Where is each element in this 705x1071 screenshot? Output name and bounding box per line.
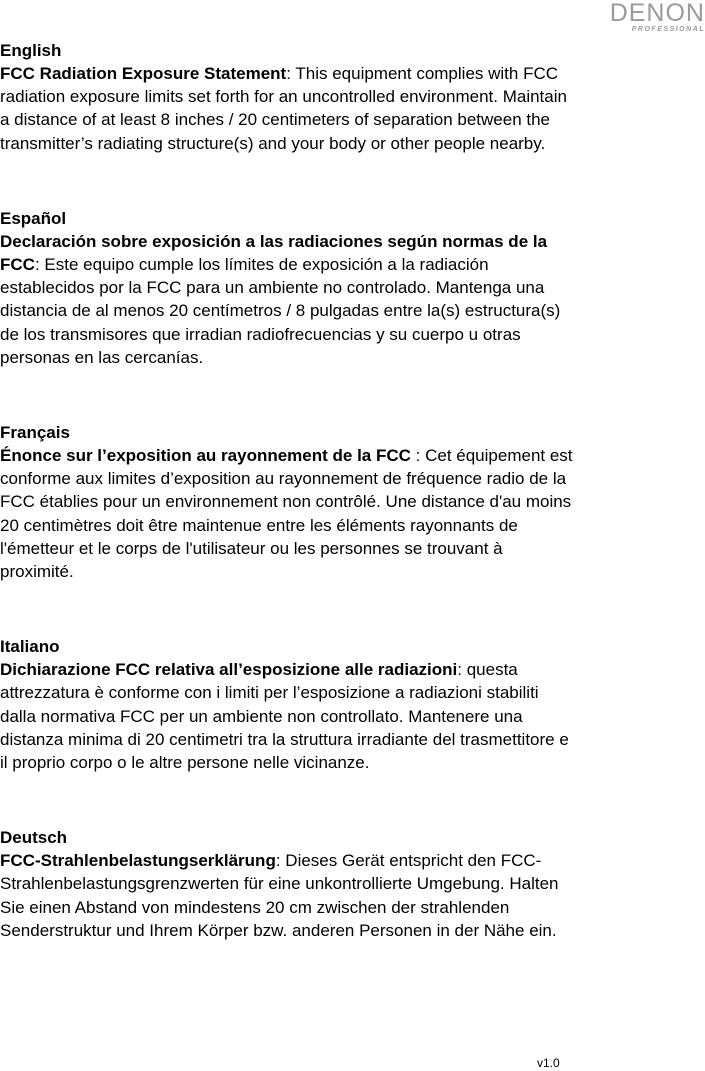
brand-subtitle: PROFESSIONAL — [631, 26, 705, 33]
language-heading: Français — [0, 423, 70, 443]
statement-body: Cet équipement est conforme aux limites d’exposition au rayonnement de fréquence radio de la FCC établies pour un environnement non contrôlé. Une distance d'au moins 20 centimètres doit être maintenue entre les éléments rayonnants de l'émetteur et le corps de l'utilisateur ou les personnes se trouvant à proximité. — [0, 446, 573, 582]
statement-heading: FCC Radiation Exposure Statement — [0, 64, 287, 83]
statement-heading: Énonce sur l’exposition au rayonnement de la FCC — [0, 446, 411, 466]
section-francais — [0, 421, 575, 583]
statement-body: This equipment complies with FCC radiation exposure limits set forth for an uncontrolled environment. Maintain a distance of at least 8 inches / 20 centimeters of separation between the transmitter’s radiating structure(s) and your body or other people nearby. — [0, 64, 567, 153]
version-label: v1.0 — [537, 1056, 560, 1070]
document-body — [0, 39, 575, 994]
section-italiano — [0, 635, 575, 774]
statement-paragraph — [0, 62, 575, 155]
brand-logo — [605, 0, 705, 34]
statement-separator: : — [34, 255, 40, 275]
section-english — [0, 39, 575, 155]
statement-heading: Dichiarazione FCC relativa all’esposizione alle radiazioni — [0, 660, 458, 680]
statement-paragraph — [0, 658, 575, 774]
statement-heading: Declaración sobre exposición a las radiaciones según normas de la FCC — [0, 231, 548, 275]
language-heading: Deutsch — [0, 828, 68, 848]
statement-body: Este equipo cumple los límites de exposición a la radiación establecidos por la FCC para un ambiente no controlado. Mantenga una distancia de al menos 20 centímetros / 8 pulgadas entre la(s) estructura(s) de los transmisores que irradian radiofrecuencias y su cuerpo u otras personas en las cercanías. — [0, 255, 561, 367]
language-heading: English — [0, 41, 62, 60]
brand-name: DENON — [609, 0, 705, 27]
statement-paragraph — [0, 444, 575, 583]
statement-paragraph — [0, 230, 575, 369]
statement-body: questa attrezzatura è conforme con i limiti per l’esposizione a radiazioni stabiliti dalla normativa FCC per un ambiente non controllato. Mantenere una distanza minima di 20 centimetri tra la struttura irradiante del trasmettitore e il proprio corpo o le altre persone nelle vicinanze. — [0, 660, 569, 773]
section-deutsch — [0, 826, 575, 942]
statement-body: Dieses Gerät entspricht den FCC-Strahlenbelastungsgrenzwerten für eine unkontrollierte Umgebung. Halten Sie einen Abstand von mindestens 20 cm zwischen der strahlenden Senderstruktur und Ihrem Körper bzw. anderen Personen in der Nähe ein. — [0, 851, 559, 940]
statement-separator: : — [410, 446, 421, 466]
language-heading: Español — [0, 208, 67, 228]
statement-separator: : — [286, 64, 291, 83]
statement-separator: : — [275, 851, 281, 871]
section-espanol — [0, 207, 575, 369]
statement-paragraph — [0, 849, 575, 942]
statement-heading: FCC-Strahlenbelastungserklärung — [0, 851, 276, 871]
language-heading: Italiano — [0, 637, 60, 657]
statement-separator: : — [457, 660, 462, 680]
